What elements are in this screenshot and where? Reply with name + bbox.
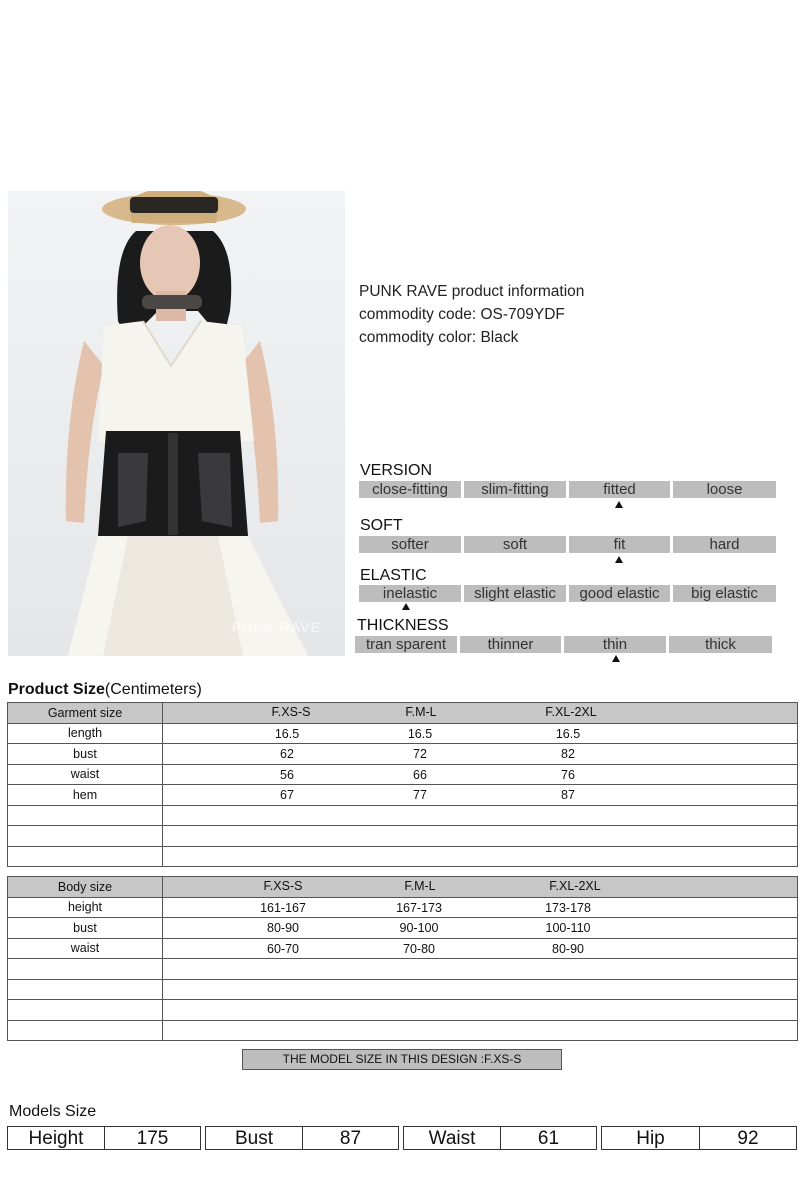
row-values bbox=[163, 744, 798, 765]
commodity-color-label: commodity color: bbox=[359, 329, 477, 346]
empty-row bbox=[8, 805, 798, 826]
soft-option-1: softer bbox=[359, 536, 461, 553]
table-row bbox=[8, 723, 798, 744]
product-size-title-unit: (Centimeters) bbox=[104, 681, 202, 698]
soft-option-2: soft bbox=[464, 536, 566, 553]
table-cell: 82 bbox=[561, 747, 575, 761]
thickness-option-2: thinner bbox=[460, 636, 561, 653]
commodity-code-label: commodity code: bbox=[359, 306, 477, 323]
row-label: bust bbox=[8, 918, 163, 939]
size-col-1: F.XS-S bbox=[271, 705, 311, 719]
table-cell: 56 bbox=[280, 767, 294, 782]
elastic-option-2: slight elastic bbox=[464, 585, 566, 602]
empty-row bbox=[8, 826, 798, 847]
table-cell: 90-100 bbox=[399, 921, 439, 935]
thickness-title: THICKNESS bbox=[357, 617, 449, 634]
table-cell: 87 bbox=[561, 788, 575, 802]
header-values bbox=[163, 703, 798, 724]
empty-row bbox=[8, 1000, 798, 1021]
table-row bbox=[8, 918, 798, 939]
thickness-option-4: thick bbox=[669, 636, 772, 653]
commodity-code-value: OS-709YDF bbox=[480, 306, 565, 323]
table-row bbox=[8, 764, 798, 785]
commodity-color bbox=[359, 326, 584, 349]
table-cell: 161-167 bbox=[260, 900, 306, 915]
info-heading: PUNK RAVE product information bbox=[359, 283, 585, 300]
table-row bbox=[8, 938, 798, 959]
model-size-banner: THE MODEL SIZE IN THIS DESIGN :F.XS-S bbox=[242, 1049, 562, 1070]
body-size-table bbox=[7, 876, 798, 1041]
row-label: waist bbox=[8, 764, 163, 785]
row-label: height bbox=[8, 897, 163, 918]
row-values bbox=[163, 764, 798, 785]
size-col-1: F.XS-S bbox=[263, 879, 303, 893]
table-row bbox=[8, 897, 798, 918]
models-hip-value: 92 bbox=[699, 1126, 797, 1150]
empty-row bbox=[8, 979, 798, 1000]
thickness-option-3: thin bbox=[564, 636, 666, 653]
size-col-3: F.XL-2XL bbox=[545, 705, 597, 719]
garment-size-table bbox=[7, 702, 798, 867]
version-option-2: slim-fitting bbox=[464, 481, 566, 498]
product-size-title bbox=[8, 681, 202, 699]
soft-title: SOFT bbox=[360, 517, 403, 534]
models-hip-label: Hip bbox=[601, 1126, 700, 1150]
row-values bbox=[163, 918, 798, 939]
empty-row bbox=[8, 959, 798, 980]
elastic-option-1: inelastic bbox=[359, 585, 461, 602]
table-cell: 80-90 bbox=[552, 941, 584, 956]
row-values bbox=[163, 897, 798, 918]
row-label: bust bbox=[8, 744, 163, 765]
row-values bbox=[163, 723, 798, 744]
version-option-3: fitted bbox=[569, 481, 670, 498]
table-row bbox=[8, 785, 798, 806]
table-cell: 76 bbox=[561, 767, 575, 782]
elastic-option-3: good elastic bbox=[569, 585, 670, 602]
size-col-2: F.M-L bbox=[404, 879, 436, 893]
thickness-marker bbox=[612, 655, 620, 662]
row-values bbox=[163, 938, 798, 959]
models-waist-label: Waist bbox=[403, 1126, 501, 1150]
table-cell: 167-173 bbox=[396, 900, 442, 915]
table-header-row bbox=[8, 877, 798, 898]
table-cell: 16.5 bbox=[274, 726, 300, 741]
soft-option-3: fit bbox=[569, 536, 670, 553]
models-bust-label: Bust bbox=[205, 1126, 303, 1150]
version-marker bbox=[615, 501, 623, 508]
table-cell: 77 bbox=[413, 788, 427, 802]
models-bust-value: 87 bbox=[302, 1126, 399, 1150]
product-info bbox=[359, 280, 584, 349]
empty-row bbox=[8, 846, 798, 867]
elastic-marker bbox=[402, 603, 410, 610]
row-label: length bbox=[8, 723, 163, 744]
table-cell: 66 bbox=[413, 767, 427, 782]
table-cell: 80-90 bbox=[267, 921, 299, 935]
commodity-color-value: Black bbox=[480, 329, 519, 346]
row-label: hem bbox=[8, 785, 163, 806]
row-label: waist bbox=[8, 938, 163, 959]
product-photo bbox=[8, 191, 345, 656]
version-option-1: close-fitting bbox=[359, 481, 461, 498]
soft-option-4: hard bbox=[673, 536, 776, 553]
version-title: VERSION bbox=[360, 462, 433, 479]
commodity-code bbox=[359, 303, 584, 326]
body-size-header: Body size bbox=[8, 877, 163, 898]
table-header-row bbox=[8, 703, 798, 724]
models-waist-value: 61 bbox=[500, 1126, 597, 1150]
table-row bbox=[8, 744, 798, 765]
table-cell: 173-178 bbox=[545, 900, 591, 915]
elastic-title: ELASTIC bbox=[360, 567, 427, 584]
size-col-3: F.XL-2XL bbox=[549, 879, 601, 893]
table-cell: 60-70 bbox=[267, 941, 299, 956]
table-cell: 62 bbox=[280, 747, 294, 761]
model-illustration bbox=[8, 191, 345, 656]
models-height-label: Height bbox=[7, 1126, 105, 1150]
models-height-value: 175 bbox=[104, 1126, 201, 1150]
table-cell: 100-110 bbox=[545, 921, 591, 935]
thickness-option-1: tran sparent bbox=[355, 636, 457, 653]
elastic-option-4: big elastic bbox=[673, 585, 776, 602]
product-size-title-bold: Product Size bbox=[8, 681, 105, 698]
table-cell: 16.5 bbox=[555, 726, 581, 741]
version-option-4: loose bbox=[673, 481, 776, 498]
table-cell: 16.5 bbox=[407, 726, 433, 741]
header-values bbox=[163, 877, 798, 898]
row-values bbox=[163, 785, 798, 806]
models-size-title: Models Size bbox=[9, 1103, 97, 1120]
size-col-2: F.M-L bbox=[405, 705, 437, 719]
garment-size-header: Garment size bbox=[8, 703, 163, 724]
table-cell: 67 bbox=[280, 788, 294, 802]
table-cell: 72 bbox=[413, 747, 427, 761]
soft-marker bbox=[615, 556, 623, 563]
table-cell: 70-80 bbox=[403, 941, 435, 956]
photo-watermark: PUNK RAVE bbox=[232, 619, 321, 635]
empty-row bbox=[8, 1020, 798, 1041]
